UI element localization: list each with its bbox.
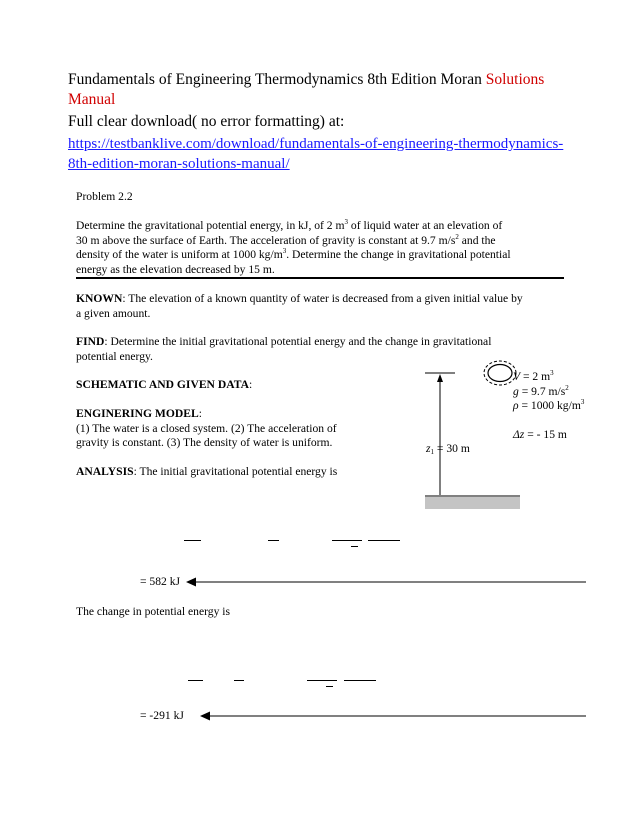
title-red-word: Solutions <box>485 71 545 88</box>
equation1-fraction-bar <box>268 540 279 541</box>
result-change-energy: = -291 kJ <box>140 709 184 722</box>
equation2-fraction-bar <box>307 680 337 681</box>
problem-statement-line3: density of the water is uniform at 1000 $kg/m^3$. Determine the change in gravitational potential <box>76 247 511 261</box>
problem-number: Problem 2.2 <box>76 190 133 203</box>
model-label: ENGINERING MODEL <box>76 407 199 420</box>
document-title <box>68 70 544 90</box>
known-label: KNOWN <box>76 292 123 305</box>
model-line1: (1) The water is a closed system. (2) The acceleration of <box>76 421 337 435</box>
equation1-fraction-bar <box>368 540 400 541</box>
arrow-head-icon <box>437 374 443 382</box>
given-density: ρ = 1000 $kg/m^3$ <box>513 398 585 412</box>
equation2-fraction-bar <box>234 680 244 681</box>
result1-arrow <box>186 576 588 588</box>
ground-block <box>425 497 520 509</box>
z1-label: $z_1 = 30$ m <box>426 442 470 456</box>
equation2-fraction-bar <box>326 686 333 687</box>
problem-statement-line1: Determine the gravitational potential energy, in kJ, of 2 $m^3$ of liquid water at an elevation of <box>76 218 503 232</box>
find-label: FIND <box>76 335 105 348</box>
known-line1: KNOWN: The elevation of a known quantity of water is decreased from a given initial value by <box>76 292 523 305</box>
download-link-line2[interactable]: 8th-edition-moran-solutions-manual/ <box>68 156 290 172</box>
equation2-fraction-bar <box>344 680 376 681</box>
given-elevation-change: Δz = - 15 m <box>513 428 567 441</box>
equation1-fraction-bar <box>332 540 362 541</box>
model-heading: ENGINERING MODEL: <box>76 407 202 420</box>
analysis-label: ANALYSIS <box>76 465 134 478</box>
divider-rule <box>76 277 564 279</box>
equation1-fraction-bar <box>351 546 358 547</box>
find-line1: FIND: Determine the initial gravitational potential energy and the change in gravitational <box>76 335 492 348</box>
analysis-line: ANALYSIS: The initial gravitational potential energy is <box>76 465 338 478</box>
given-volume: V = 2 $m^3$ <box>513 369 554 383</box>
equation2-fraction-bar <box>188 680 203 681</box>
water-blob <box>488 365 512 382</box>
model-line2: gravity is constant. (3) The density of water is uniform. <box>76 436 333 449</box>
problem-statement-line2: 30 m above the surface of Earth. The acceleration of gravity is constant at 9.7 $m/s^2$ and the <box>76 232 496 247</box>
schematic-figure <box>415 355 525 515</box>
result2-arrow <box>200 710 588 722</box>
result-initial-energy: = 582 kJ <box>140 575 181 588</box>
schematic-label: SCHEMATIC AND GIVEN DATA <box>76 378 249 391</box>
find-line2: potential energy. <box>76 349 153 363</box>
problem-statement-line4: energy as the elevation decreased by 15 m. <box>76 262 275 276</box>
known-line2: a given amount. <box>76 306 151 320</box>
download-line: Full clear download( no error formatting) at: <box>68 113 345 130</box>
change-text: The change in potential energy is <box>76 605 230 618</box>
download-link-line1[interactable]: https://testbanklive.com/download/fundamentals-of-engineering-thermodynamics- <box>68 136 564 152</box>
arrow-left-icon <box>186 578 196 587</box>
given-gravity: g = 9.7 $m/s^2$ <box>513 383 569 398</box>
title-text: Fundamentals of Engineering Thermodynamics 8th Edition Moran <box>68 71 486 88</box>
equation1-fraction-bar <box>184 540 201 541</box>
arrow-left-icon <box>200 712 210 721</box>
title-red-line2: Manual <box>68 91 116 108</box>
schematic-heading: SCHEMATIC AND GIVEN DATA: <box>76 378 253 391</box>
